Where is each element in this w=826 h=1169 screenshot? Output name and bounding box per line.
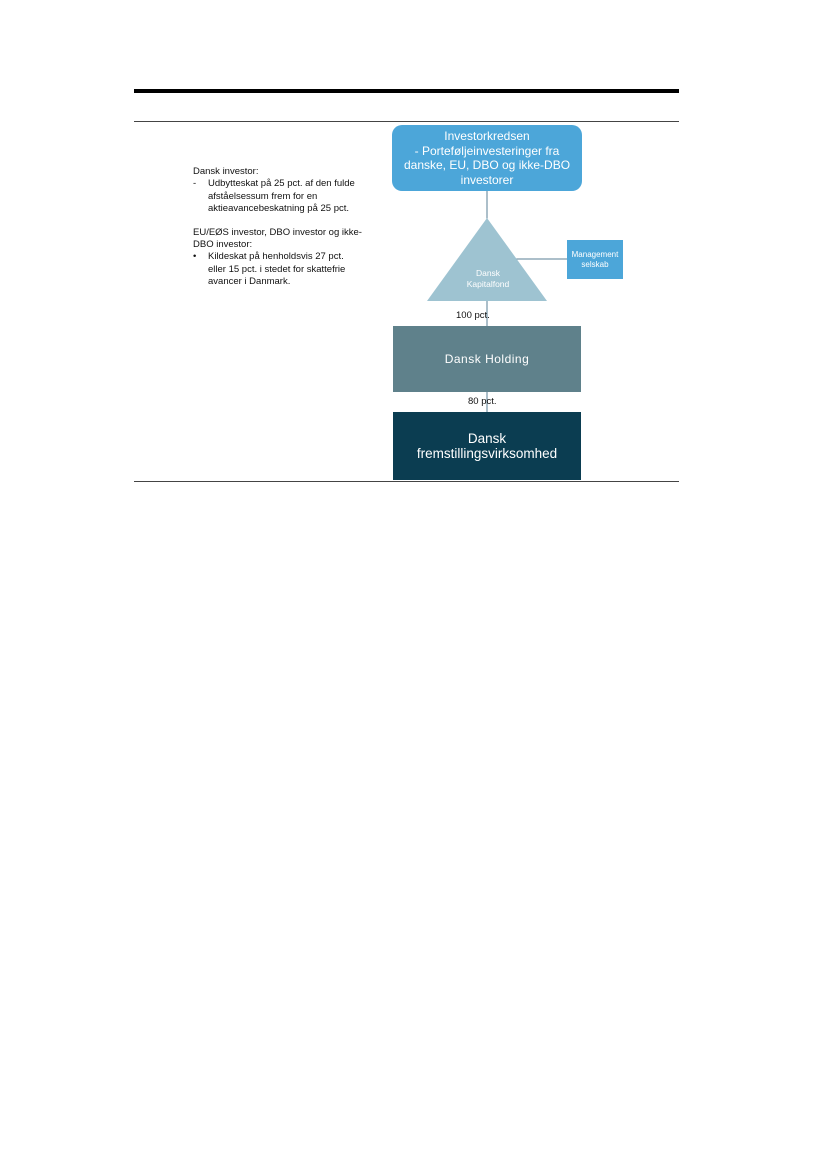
- dash-marker: -: [193, 178, 197, 190]
- capital-fund-label: Dansk Kapitalfond: [466, 268, 510, 289]
- foreign-investor-heading: EU/EØS investor, DBO investor og ikke-DBO investor:: [193, 226, 362, 251]
- danish-investor-heading: Dansk investor:: [193, 166, 259, 177]
- bullet-marker: •: [193, 251, 197, 263]
- foreign-investor-note: Kildeskat på henholdsvis 27 pct. eller 15 pct. i stedet for skattefrie avancer i Danmark.: [208, 251, 346, 288]
- company-ownership-label: 80 pct.: [468, 396, 497, 407]
- danish-investor-note: Udbytteskat på 25 pct. af den fulde afståelsessum frem for en aktieavancebeskatning på 25 pct.: [208, 178, 355, 215]
- manufacturing-company-box: Dansk fremstillingsvirksomhed: [393, 412, 581, 480]
- management-company-box: Management selskab: [567, 240, 623, 279]
- investor-group-box: Investorkredsen - Porteføljeinvesteringer fra danske, EU, DBO og ikke-DBO investorer: [392, 125, 582, 191]
- holding-ownership-label: 100 pct.: [456, 310, 490, 321]
- danish-holding-box: Dansk Holding: [393, 326, 581, 392]
